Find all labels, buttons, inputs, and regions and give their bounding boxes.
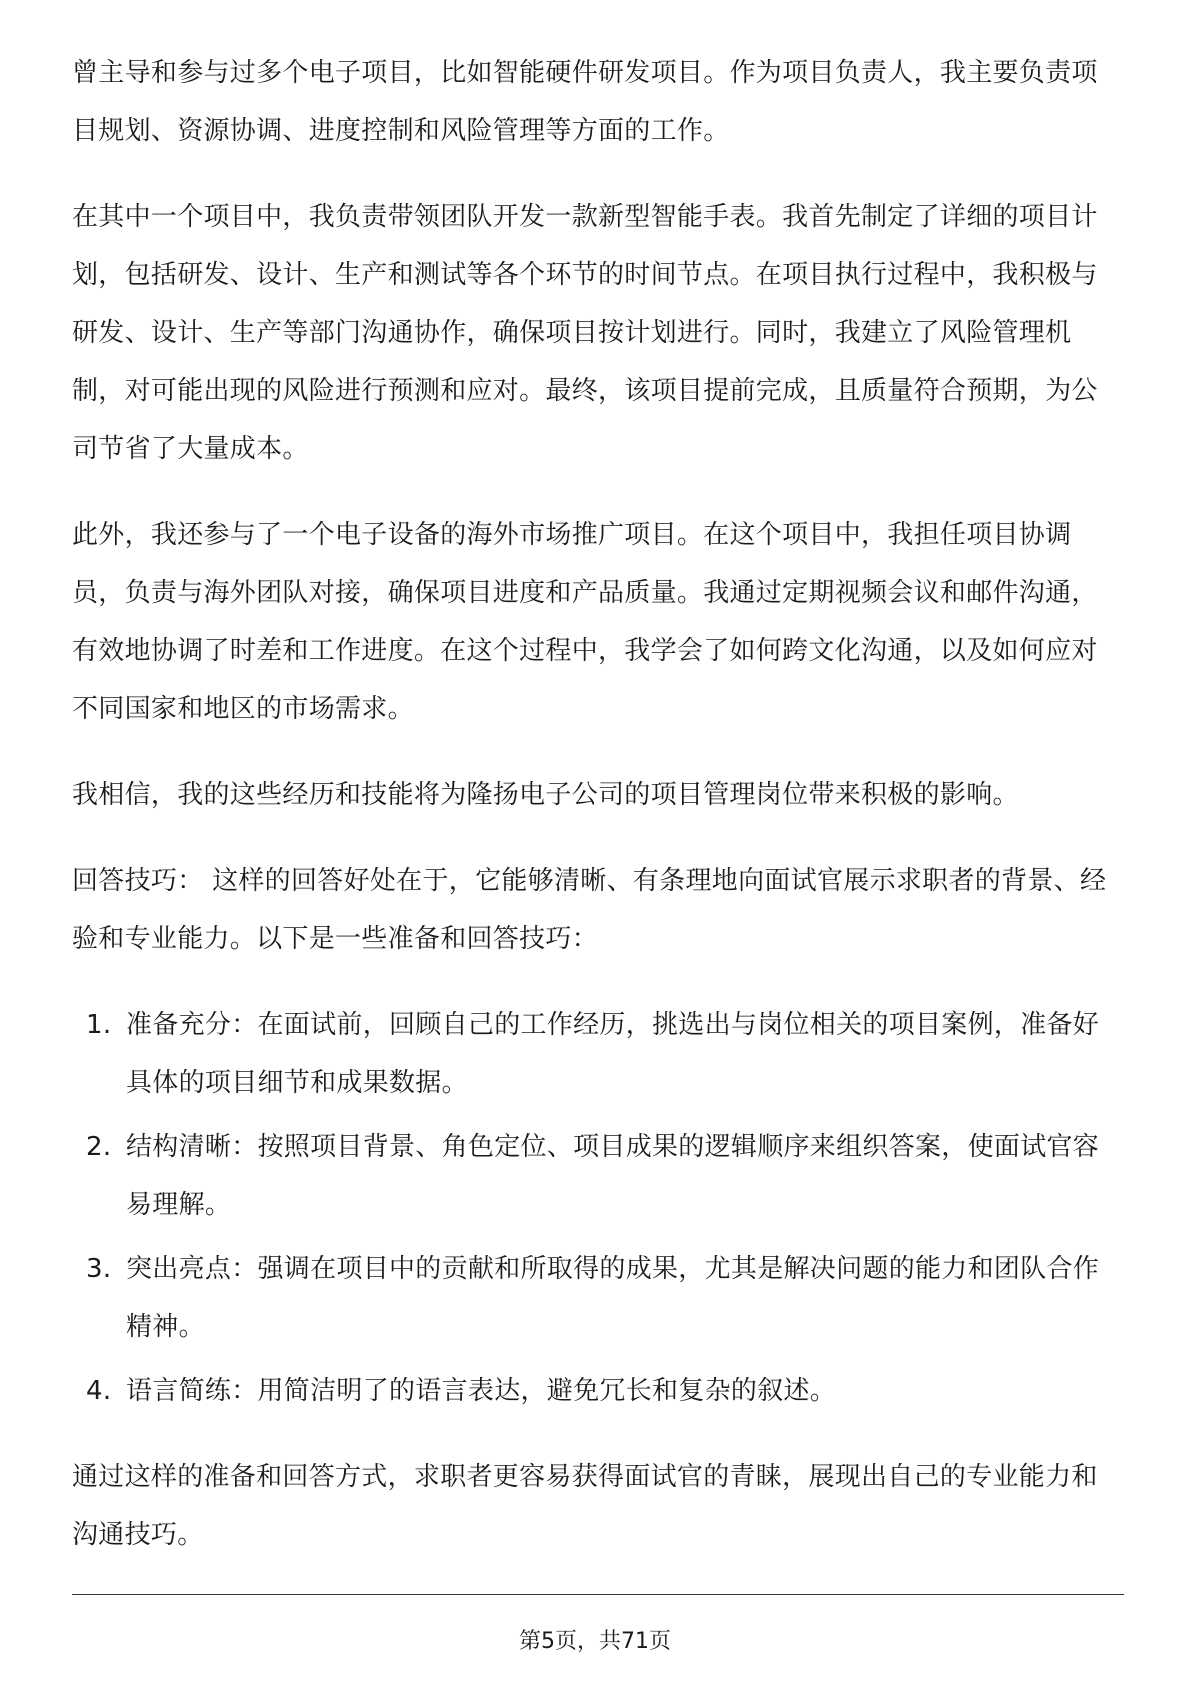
paragraph-project-experience: 曾主导和参与过多个电子项目，比如智能硬件研发项目。作为项目负责人，我主要负责项目规划、资源协调、进度控制和风险管理等方面的工作。 xyxy=(72,58,1098,146)
list-item xyxy=(72,1362,1122,1420)
list-item xyxy=(72,996,1122,1112)
paragraph-closing: 通过这样的准备和回答方式，求职者更容易获得面试官的青睐，展现出自己的专业能力和沟通技巧。 xyxy=(72,1462,1098,1550)
list-item-text: 语言简练：用简洁明了的语言表达，避免冗长和复杂的叙述。 xyxy=(126,1376,837,1406)
list-item xyxy=(72,1118,1122,1234)
footer-divider xyxy=(72,1594,1124,1595)
list-item-number: 4. xyxy=(86,1376,112,1406)
list-item-number: 2. xyxy=(86,1132,112,1162)
list-item xyxy=(72,1240,1122,1356)
paragraph-conclusion: 我相信，我的这些经历和技能将为隆扬电子公司的项目管理岗位带来积极的影响。 xyxy=(72,780,1019,810)
list-item-number: 3. xyxy=(86,1254,112,1284)
paragraph-answer-tips-intro: 回答技巧： 这样的回答好处在于，它能够清晰、有条理地向面试官展示求职者的背景、经验和专业能力。以下是一些准备和回答技巧： xyxy=(72,866,1107,954)
tips-list xyxy=(72,996,1122,1420)
paragraph-smartwatch-project: 在其中一个项目中，我负责带领团队开发一款新型智能手表。我首先制定了详细的项目计划，包括研发、设计、生产和测试等各个环节的时间节点。在项目执行过程中，我积极与研发、设计、生产等部门沟通协作，确保项目按计划进行。同时，我建立了风险管理机制，对可能出现的风险进行预测和应对。最终，该项目提前完成，且质量符合预期，为公司节省了大量成本。 xyxy=(72,202,1098,464)
page-body xyxy=(72,44,1122,1592)
list-item-number: 1. xyxy=(86,1010,112,1040)
list-item-text: 突出亮点：强调在项目中的贡献和所取得的成果，尤其是解决问题的能力和团队合作精神。 xyxy=(126,1254,1100,1342)
list-item-text: 结构清晰：按照项目背景、角色定位、项目成果的逻辑顺序来组织答案，使面试官容易理解。 xyxy=(126,1132,1100,1220)
list-item-text: 准备充分：在面试前，回顾自己的工作经历，挑选出与岗位相关的项目案例，准备好具体的项目细节和成果数据。 xyxy=(126,1010,1100,1098)
page-number: 第5页，共71页 xyxy=(519,1629,671,1654)
paragraph-overseas-project: 此外，我还参与了一个电子设备的海外市场推广项目。在这个项目中，我担任项目协调员，负责与海外团队对接，确保项目进度和产品质量。我通过定期视频会议和邮件沟通，有效地协调了时差和工作进度。在这个过程中，我学会了如何跨文化沟通，以及如何应对不同国家和地区的市场需求。 xyxy=(72,520,1098,724)
